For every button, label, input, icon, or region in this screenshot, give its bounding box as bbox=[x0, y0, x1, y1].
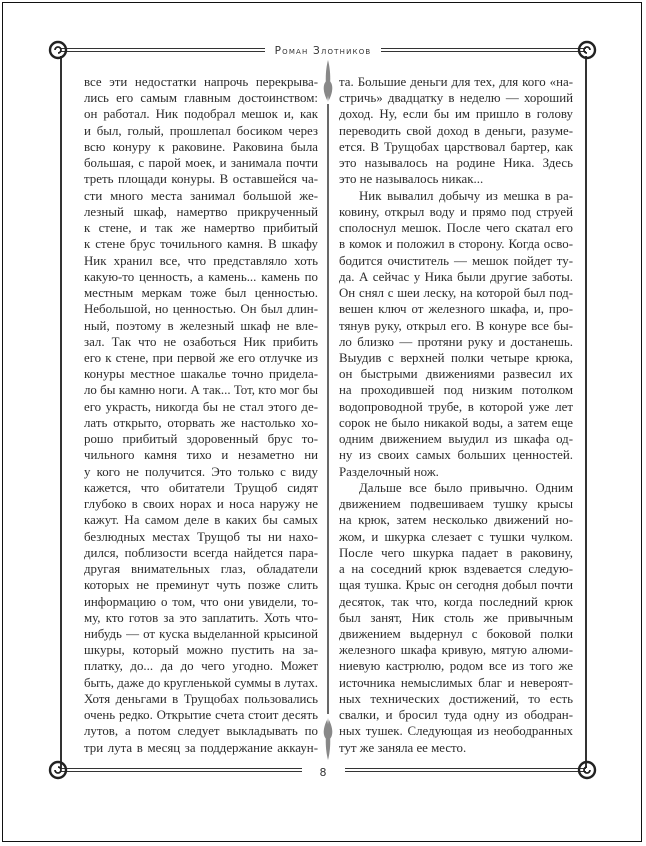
text-line: Небольшой, но ценностью. Он был длин- bbox=[84, 302, 318, 317]
text-line: был занят, Ник столь же привычным bbox=[339, 610, 573, 625]
left-text-column bbox=[84, 74, 318, 756]
text-line: местным меркам тоже был ценностью. bbox=[84, 286, 318, 301]
text-line: движением выдернул с боковой полки bbox=[339, 626, 573, 641]
text-line: а на соседний крюк вздевается следую- bbox=[339, 562, 573, 577]
text-line: к стене, и так же намертво прибитый bbox=[84, 221, 318, 236]
page-number-text: 8 bbox=[302, 766, 345, 779]
text-line: у кого не получится. Это только с виду bbox=[84, 464, 318, 479]
text-line: все эти недостатки напрочь перекрыва- bbox=[84, 75, 318, 89]
text-line: десяток, так что, когда последний крюк bbox=[339, 594, 573, 609]
text-line: ных технических достижений, то есть bbox=[339, 691, 573, 706]
text-line: безлюдных местах Трущоб ты ни нахо- bbox=[84, 529, 318, 544]
text-line: Ник хранил все, что представляло хоть bbox=[84, 253, 318, 268]
text-line: сорок не было никакой воды, а затем еще bbox=[339, 415, 573, 430]
text-line: сти много места занимал большой же- bbox=[84, 188, 318, 203]
text-line: его украсть, никогда бы не стал этого де- bbox=[84, 399, 318, 414]
text-line: сполоснул мешок. После чего скатал его bbox=[339, 221, 573, 236]
text-line: му, кто готов за это заплатить. Хоть что- bbox=[84, 610, 318, 625]
text-line: доход. Ну, если бы им пришло в голову bbox=[339, 107, 573, 122]
text-line: источника немыслимых благ и невероят- bbox=[339, 675, 573, 690]
text-line: его к стене, при первой же его отлучке из bbox=[84, 350, 318, 365]
text-line: лутов, а потом следует выкладывать по bbox=[84, 724, 318, 739]
text-line: ло бы камню ноги. А так... Тот, кто мог бы bbox=[84, 383, 318, 398]
running-head bbox=[0, 41, 646, 59]
text-line: жом, и шкурка слезает с тушки чулком. bbox=[339, 529, 573, 544]
text-line: Он снял с шеи леску, на которой был под- bbox=[339, 286, 573, 301]
text-line: он быстрыми движениями развесил их bbox=[339, 367, 573, 382]
text-line: зал. Так что не озаботься Ник прибить bbox=[84, 334, 318, 349]
text-line: ных тушек. Следующая из неободранных bbox=[339, 724, 573, 739]
text-line: Ник вывалил добычу из мешка в ра- bbox=[359, 188, 573, 203]
text-line: бодится очиститель — мешок пойдет ту- bbox=[339, 253, 573, 268]
text-line: три лута в месяц за поддержание аккаун- bbox=[84, 740, 318, 755]
text-line: лись его самым главным достоинством: bbox=[84, 91, 318, 106]
author-name: Роман Злотников bbox=[265, 45, 382, 57]
text-line: ковину, открыл воду и прямо под струей bbox=[339, 204, 573, 219]
text-line: После чего шкурка падает в раковину, bbox=[339, 545, 573, 560]
text-line: на крюк, затем несколько движений но- bbox=[339, 513, 573, 528]
text-line: щая тушка. Крыс он сегодня добыл почти bbox=[339, 578, 573, 593]
frame-right-line bbox=[585, 56, 587, 768]
text-line: вешен ключ от железного шкафа, и, про- bbox=[339, 302, 573, 317]
text-line: это не называлось никак... bbox=[339, 172, 484, 187]
text-line: нибудь — от куска выделанной крысиной bbox=[84, 626, 318, 641]
text-line: ниевую кастрюлю, родом все из того же bbox=[339, 659, 573, 674]
text-line: очень редко. Открытие счета стоит десять bbox=[84, 708, 318, 723]
text-line: он работал. Ник подобрал мешок и, как bbox=[84, 107, 318, 122]
text-line: какую-то ценность, а камень... камень по bbox=[84, 269, 318, 284]
text-line: и был, голый, прошлепал босиком через bbox=[84, 123, 318, 138]
text-line: большая, с парой моек, и занимала почти bbox=[84, 156, 318, 171]
text-line: Выудив с верхней полки четыре крюка, bbox=[339, 350, 573, 365]
text-line: это называлось на родине Ника. Здесь bbox=[339, 156, 573, 171]
text-line: ло близко — протяни руку и достанешь. bbox=[339, 334, 573, 349]
right-text-column bbox=[339, 74, 573, 756]
text-line: другая внимательных глаз, обладатели bbox=[84, 562, 318, 577]
text-line: рошо прибитый здоровенный брус то- bbox=[84, 432, 318, 447]
text-line: платку, до... да до чего угодно. Может bbox=[84, 659, 318, 674]
text-line: тут же заняла ее место. bbox=[339, 740, 467, 755]
text-line: всю конуру к раковине. Раковина была bbox=[84, 139, 318, 154]
text-line: кажут. На самом деле в каких бы самых bbox=[84, 513, 318, 528]
page-number bbox=[0, 763, 646, 781]
text-line: тянув руку, открыл его. В конуре все бы- bbox=[339, 318, 573, 333]
text-line: кажется, что обитатели Трущоб сидят bbox=[84, 480, 318, 495]
text-line: одним движением выудил из шкафа од- bbox=[339, 432, 573, 447]
text-line: конуры местное шакалье точно придела- bbox=[84, 367, 318, 382]
text-line: информацию о том, что они увидели, то- bbox=[84, 594, 318, 609]
text-line: дился, поблизости всегда найдется пара- bbox=[84, 545, 318, 560]
text-line: та. Большие деньги для тех, для кого «на- bbox=[339, 75, 573, 89]
text-line: движением подвешиваем тушку крысы bbox=[339, 497, 573, 512]
leaf-ornament-icon bbox=[324, 718, 333, 760]
text-line: быть, даже до кругленькой суммы в лутах. bbox=[84, 675, 318, 690]
text-line: шкуры, который можно пустить на за- bbox=[84, 643, 318, 658]
text-line: которых не преминут чуть позже слить bbox=[84, 578, 318, 593]
text-line: Дальше все было привычно. Одним bbox=[359, 480, 573, 495]
text-line: стричь» двадцатку в неделю — хороший bbox=[339, 91, 573, 106]
text-line: треть площади конуры. В оставшейся ча- bbox=[84, 172, 318, 187]
frame-left-line bbox=[60, 56, 62, 768]
text-line: ный, поэтому в железный шкаф не вле- bbox=[84, 318, 318, 333]
text-line: Хотя деньгами в Трущобах пользовались bbox=[84, 691, 318, 706]
text-line: водопроводной трубе, в которой уже лет bbox=[339, 399, 573, 414]
text-line: да. А сейчас у Ника были другие заботы. bbox=[339, 269, 573, 284]
text-line: переводить свой доход в деньги, разуме- bbox=[339, 123, 573, 138]
text-line: Разделочный нож. bbox=[339, 464, 439, 479]
text-line: свалки, и бросил туда одну из ободран- bbox=[339, 708, 573, 723]
column-divider bbox=[322, 60, 334, 760]
text-line: в комок и положил в сторону. Когда осво- bbox=[339, 237, 573, 252]
text-line: глубоко в своих норах и носа наружу не bbox=[84, 497, 318, 512]
text-line: ну из своих самых больших ценностей. bbox=[339, 448, 573, 463]
text-line: на проходившей под низким потолком bbox=[339, 383, 573, 398]
text-line: лать открыто, оторвать же настолько хо- bbox=[84, 415, 318, 430]
text-line: ется. В Трущобах царствовал бартер, как bbox=[339, 139, 573, 154]
leaf-ornament-icon bbox=[324, 60, 333, 102]
text-line: лезный шкаф, намертво прикрученный bbox=[84, 204, 318, 219]
text-line: к стене брус точильного камня. В шкафу bbox=[84, 237, 318, 252]
text-line: железного шкафа кривую, мятую алюми- bbox=[339, 643, 573, 658]
text-line: чильного камня тихо и незаметно ни bbox=[84, 448, 318, 463]
